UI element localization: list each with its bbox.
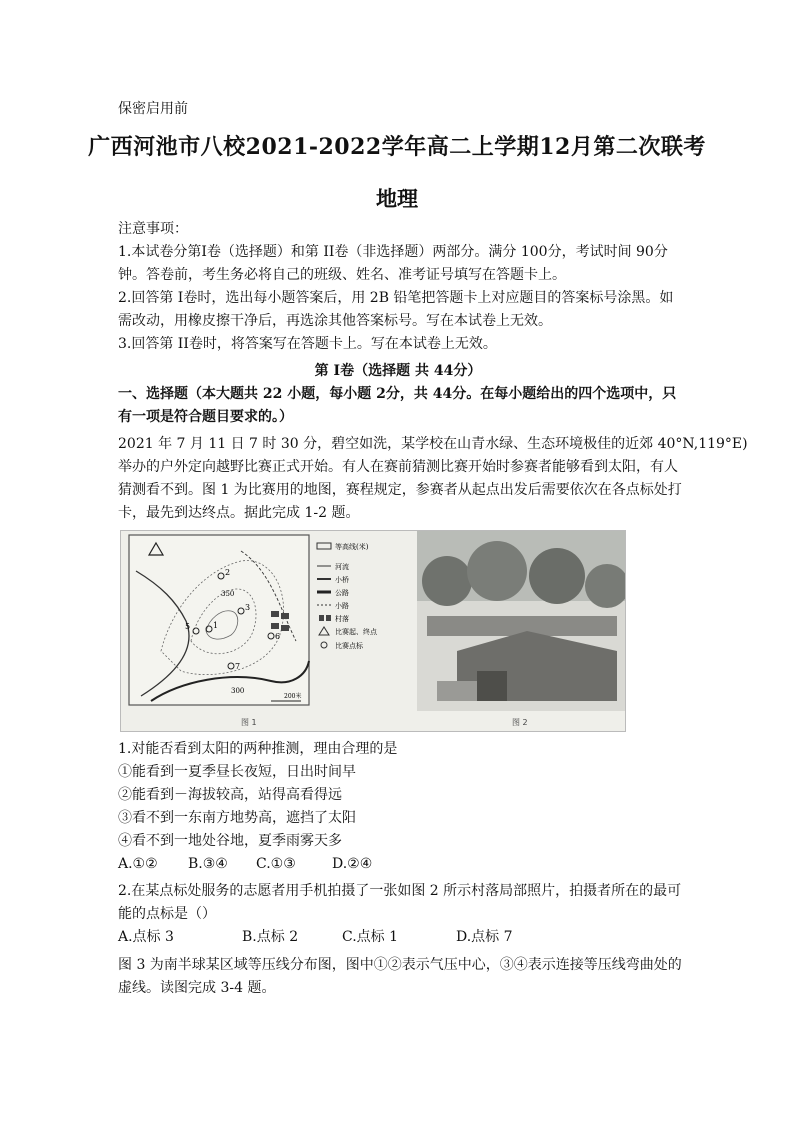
stem-line: 卡，最先到达终点。据此完成 1-2 题。 [118, 505, 360, 521]
notes-line: 1.本试卷分第I卷（选择题）和第 II卷（非选择题）两部分。满分 100分，考试时间 90分 [118, 244, 668, 260]
q1-statement: ①能看到一夏季昼长夜短，日出时间早 [118, 764, 356, 780]
village-photo [417, 531, 625, 731]
notes-line: 2.回答第 I卷时，选出每小题答案后，用 2B 铅笔把答题卡上对应题目的答案标号涂黑。如 [118, 290, 674, 306]
section-title: 第 I卷（选择题 共 44分） [314, 363, 482, 379]
stem-line: 举办的户外定向越野比赛正式开始。有人在赛前猜测比赛开始时参赛者能够看到太阳，有人 [118, 459, 678, 475]
fig1-caption: 图 1 [241, 718, 257, 727]
q3-stem-line: 图 3 为南半球某区域等压线分布图，图中①②表示气压中心，③④表示连接等压线弯曲处的 [118, 957, 682, 973]
q2-option-c[interactable]: C.点标 1 [342, 929, 399, 945]
q1-stem: 1.对能否看到太阳的两种推测，理由合理的是 [118, 741, 398, 757]
checkpoint-label: 5 [185, 622, 191, 631]
legend-item: 小路 [335, 602, 349, 610]
contour-label: 300 [231, 687, 245, 695]
village-block [281, 625, 289, 631]
notes-block [118, 218, 678, 356]
scale-label: 200米 [284, 693, 302, 700]
q1-option-a[interactable]: A.①② [118, 856, 158, 872]
village-block [271, 623, 279, 629]
q1-option-b[interactable]: B.③④ [188, 856, 228, 872]
village-block [281, 613, 289, 619]
checkpoint-label: 1 [213, 621, 219, 630]
checkpoint-label: 3 [245, 603, 251, 612]
q1-option-d[interactable]: D.②④ [332, 856, 373, 872]
section-block [118, 360, 678, 429]
legend-item: 比赛点标 [335, 642, 363, 650]
village-block [271, 611, 279, 617]
q1-statement: ③看不到一东南方地势高，遮挡了太阳 [118, 810, 356, 826]
checkpoint-label: 2 [225, 568, 231, 577]
legend-item: 小桥 [335, 576, 349, 584]
stem-line: 2021 年 7 月 11 日 7 时 30 分，碧空如洗，某学校在山青水绿、生态环境极佳的近郊 40°N,119°E) [118, 436, 748, 452]
subject-title: 地理 [376, 186, 418, 211]
q3-stem-line: 虚线。读图完成 3-4 题。 [118, 980, 276, 996]
question-2 [118, 880, 682, 949]
q2-option-b[interactable]: B.点标 2 [242, 929, 299, 945]
notes-line: 3.回答第 II卷时，将答案写在答题卡上。写在本试卷上无效。 [118, 336, 497, 352]
stem-line: 猜测看不到。图 1 为比赛用的地图，赛程规定，参赛者从起点出发后需要依次在各点标处打 [118, 482, 682, 498]
q2-stem: 2.在某点标处服务的志愿者用手机拍摄了一张如图 2 所示村落局部照片，拍摄者所在的最可 [118, 883, 682, 899]
legend-item: 公路 [335, 589, 349, 597]
map-legend [317, 542, 378, 650]
question-stem-1-2 [118, 433, 748, 525]
checkpoint-label: 7 [235, 662, 241, 671]
legend-item: 比赛起、终点 [335, 628, 377, 636]
question-1 [118, 738, 678, 876]
q1-statement: ②能看到－海拔较高，站得高看得远 [118, 787, 342, 803]
legend-item: 等高线(米) [335, 543, 369, 551]
section-instruction: 一、选择题（本大题共 22 小题，每小题 2分，共 44分。在每小题给出的四个选项中，只 [118, 386, 677, 402]
wall [477, 671, 507, 701]
q2-options [118, 926, 678, 949]
notes-line: 钟。答卷前，考生务必将自己的班级、姓名、准考证号填写在答题卡上。 [118, 267, 566, 283]
question-stem-3-4 [118, 954, 682, 1000]
legend-item: 村落 [335, 615, 349, 623]
legend-item: 河流 [335, 563, 349, 571]
q2-option-a[interactable]: A.点标 3 [118, 929, 174, 945]
orienteering-map [121, 531, 411, 731]
notes-line: 需改动，用橡皮擦干净后，再选涂其他答案标号。写在本试卷上无效。 [118, 313, 552, 329]
q1-statement: ④看不到一地处谷地，夏季雨雾天多 [118, 833, 342, 849]
figure-1-2 [120, 530, 626, 732]
q1-options [118, 853, 678, 876]
confidential-label: 保密启用前 [118, 101, 188, 117]
q2-option-d[interactable]: D.点标 7 [456, 929, 513, 945]
notes-heading: 注意事项： [118, 221, 188, 237]
checkpoint-label: 6 [275, 632, 281, 641]
q1-option-c[interactable]: C.①③ [256, 856, 296, 872]
section-instruction: 有一项是符合题目要求的。） [118, 409, 293, 425]
exam-title: 广西河池市八校2021-2022学年高二上学期12月第二次联考 [88, 134, 706, 160]
contour-label: 350 [221, 590, 235, 598]
map-frame [129, 535, 309, 705]
q2-stem: 能的点标是（） [118, 906, 216, 922]
fig2-caption: 图 2 [512, 718, 528, 727]
